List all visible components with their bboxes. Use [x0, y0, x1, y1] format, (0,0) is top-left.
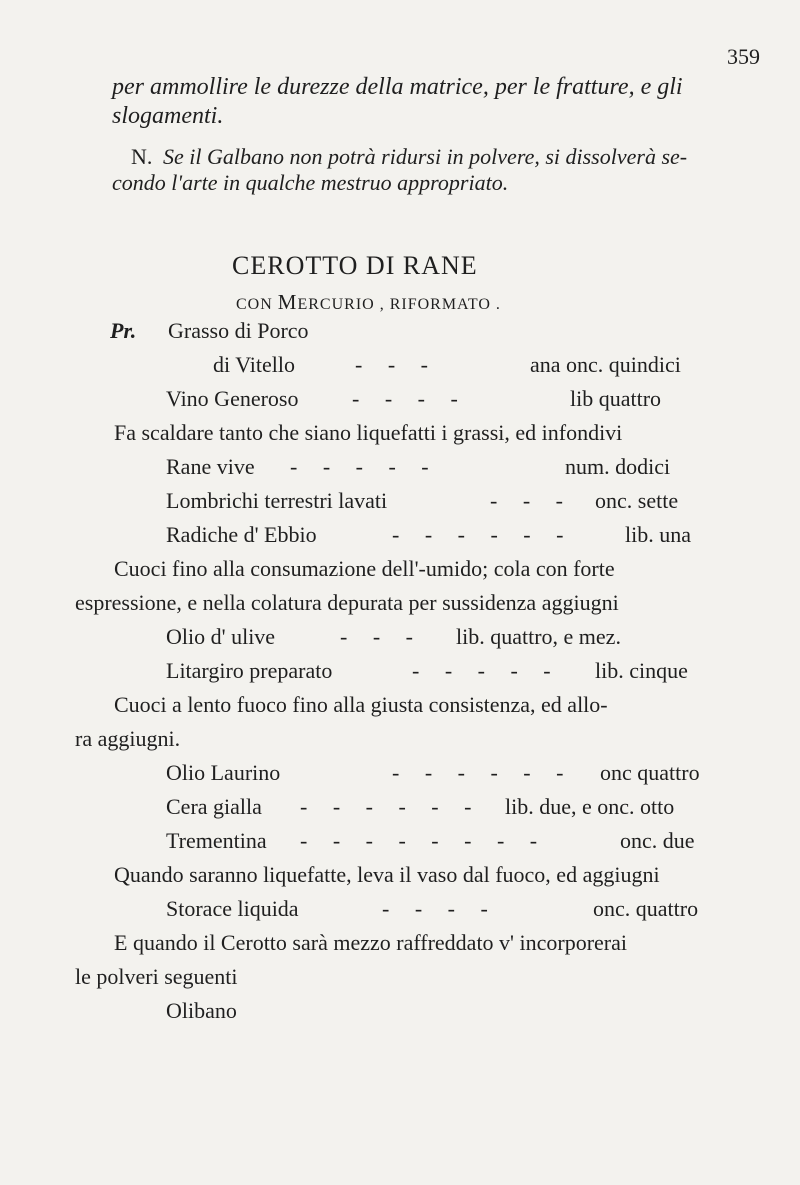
- note-label: N.: [131, 144, 153, 169]
- laurino-dashes: - - - - - -: [392, 760, 574, 785]
- rane-dashes: - - - - -: [290, 454, 439, 479]
- vino-dashes: - - - -: [352, 386, 468, 411]
- ingredient-laurino: Olio Laurino: [166, 760, 281, 785]
- storace-quantity: onc. quattro: [593, 896, 699, 921]
- litargiro-quantity: lib. cinque: [595, 658, 688, 683]
- instruction-cuoci-1: Cuoci fino alla consumazione dell'-umido; cola con forte: [114, 556, 615, 581]
- subtitle-rest: ERCURIO , RIFORMATO .: [297, 296, 501, 313]
- ingredient-cera: Cera gialla: [166, 794, 262, 819]
- note-line-2: condo l'arte in qualche mestruo appropriato.: [112, 170, 509, 195]
- lombrichi-quantity: onc. sette: [595, 488, 679, 513]
- trementina-quantity: onc. due: [620, 828, 695, 853]
- ingredient-storace: Storace liquida: [166, 896, 299, 921]
- laurino-quantity: onc quattro: [600, 760, 700, 785]
- vitello-dashes: - - -: [355, 352, 438, 377]
- ingredient-litargiro: Litargiro preparato: [166, 658, 333, 683]
- cera-dashes: - - - - - -: [300, 794, 482, 819]
- note-line-1: Se il Galbano non potrà ridursi in polvere, si dissolverà se-: [163, 144, 688, 169]
- ingredient-radiche: Radiche d' Ebbio: [166, 522, 317, 547]
- intro-line-1: per ammollire le durezze della matrice, per le fratture, e gli: [112, 74, 683, 100]
- instruction-ra: ra aggiugni.: [75, 726, 181, 751]
- instruction-e-quando: E quando il Cerotto sarà mezzo raffreddato v' incorporerai: [114, 930, 628, 955]
- ingredient-olio: Olio d' ulive: [166, 624, 276, 649]
- ingredient-olibano: Olibano: [166, 998, 237, 1023]
- instruction-quando: Quando saranno liquefatte, leva il vaso dal fuoco, ed aggiugni: [114, 862, 660, 887]
- rane-quantity: num. dodici: [565, 454, 671, 479]
- instruction-cuoci-2: Cuoci a lento fuoco fino alla giusta consistenza, ed allo-: [114, 692, 608, 717]
- prescription-label: Pr.: [110, 318, 137, 343]
- ingredient-vino: Vino Generoso: [166, 386, 299, 411]
- instruction-fa: Fa scaldare tanto che siano liquefatti i grassi, ed infondivi: [114, 420, 623, 445]
- olio-quantity: lib. quattro, e mez.: [456, 624, 621, 649]
- ingredient-grasso: Grasso di Porco: [168, 318, 309, 343]
- recipe-subtitle: [236, 290, 501, 315]
- vitello-quantity: ana onc. quindici: [530, 352, 681, 377]
- ingredient-trementina: Trementina: [166, 828, 267, 853]
- storace-dashes: - - - -: [382, 896, 498, 921]
- intro-line-2: slogamenti.: [112, 103, 224, 129]
- olio-dashes: - - -: [340, 624, 423, 649]
- radiche-dashes: - - - - - -: [392, 522, 574, 547]
- subtitle-initial: M: [277, 290, 298, 314]
- radiche-quantity: lib. una: [625, 522, 691, 547]
- instruction-espressione: espressione, e nella colatura depurata per sussidenza aggiugni: [75, 590, 619, 615]
- recipe-title: CEROTTO DI RANE: [232, 251, 478, 280]
- subtitle-prefix: CON: [236, 296, 278, 313]
- instruction-polveri: le polveri seguenti: [75, 964, 238, 989]
- vino-quantity: lib quattro: [570, 386, 662, 411]
- lombrichi-dashes: - - -: [490, 488, 573, 513]
- trementina-dashes: - - - - - - - -: [300, 828, 548, 853]
- ingredient-vitello: di Vitello: [213, 352, 295, 377]
- litargiro-dashes: - - - - -: [412, 658, 561, 683]
- ingredient-lombrichi: Lombrichi terrestri lavati: [166, 488, 388, 513]
- ingredient-rane: Rane vive: [166, 454, 255, 479]
- cera-quantity: lib. due, e onc. otto: [505, 794, 675, 819]
- page-number: 359: [727, 44, 760, 69]
